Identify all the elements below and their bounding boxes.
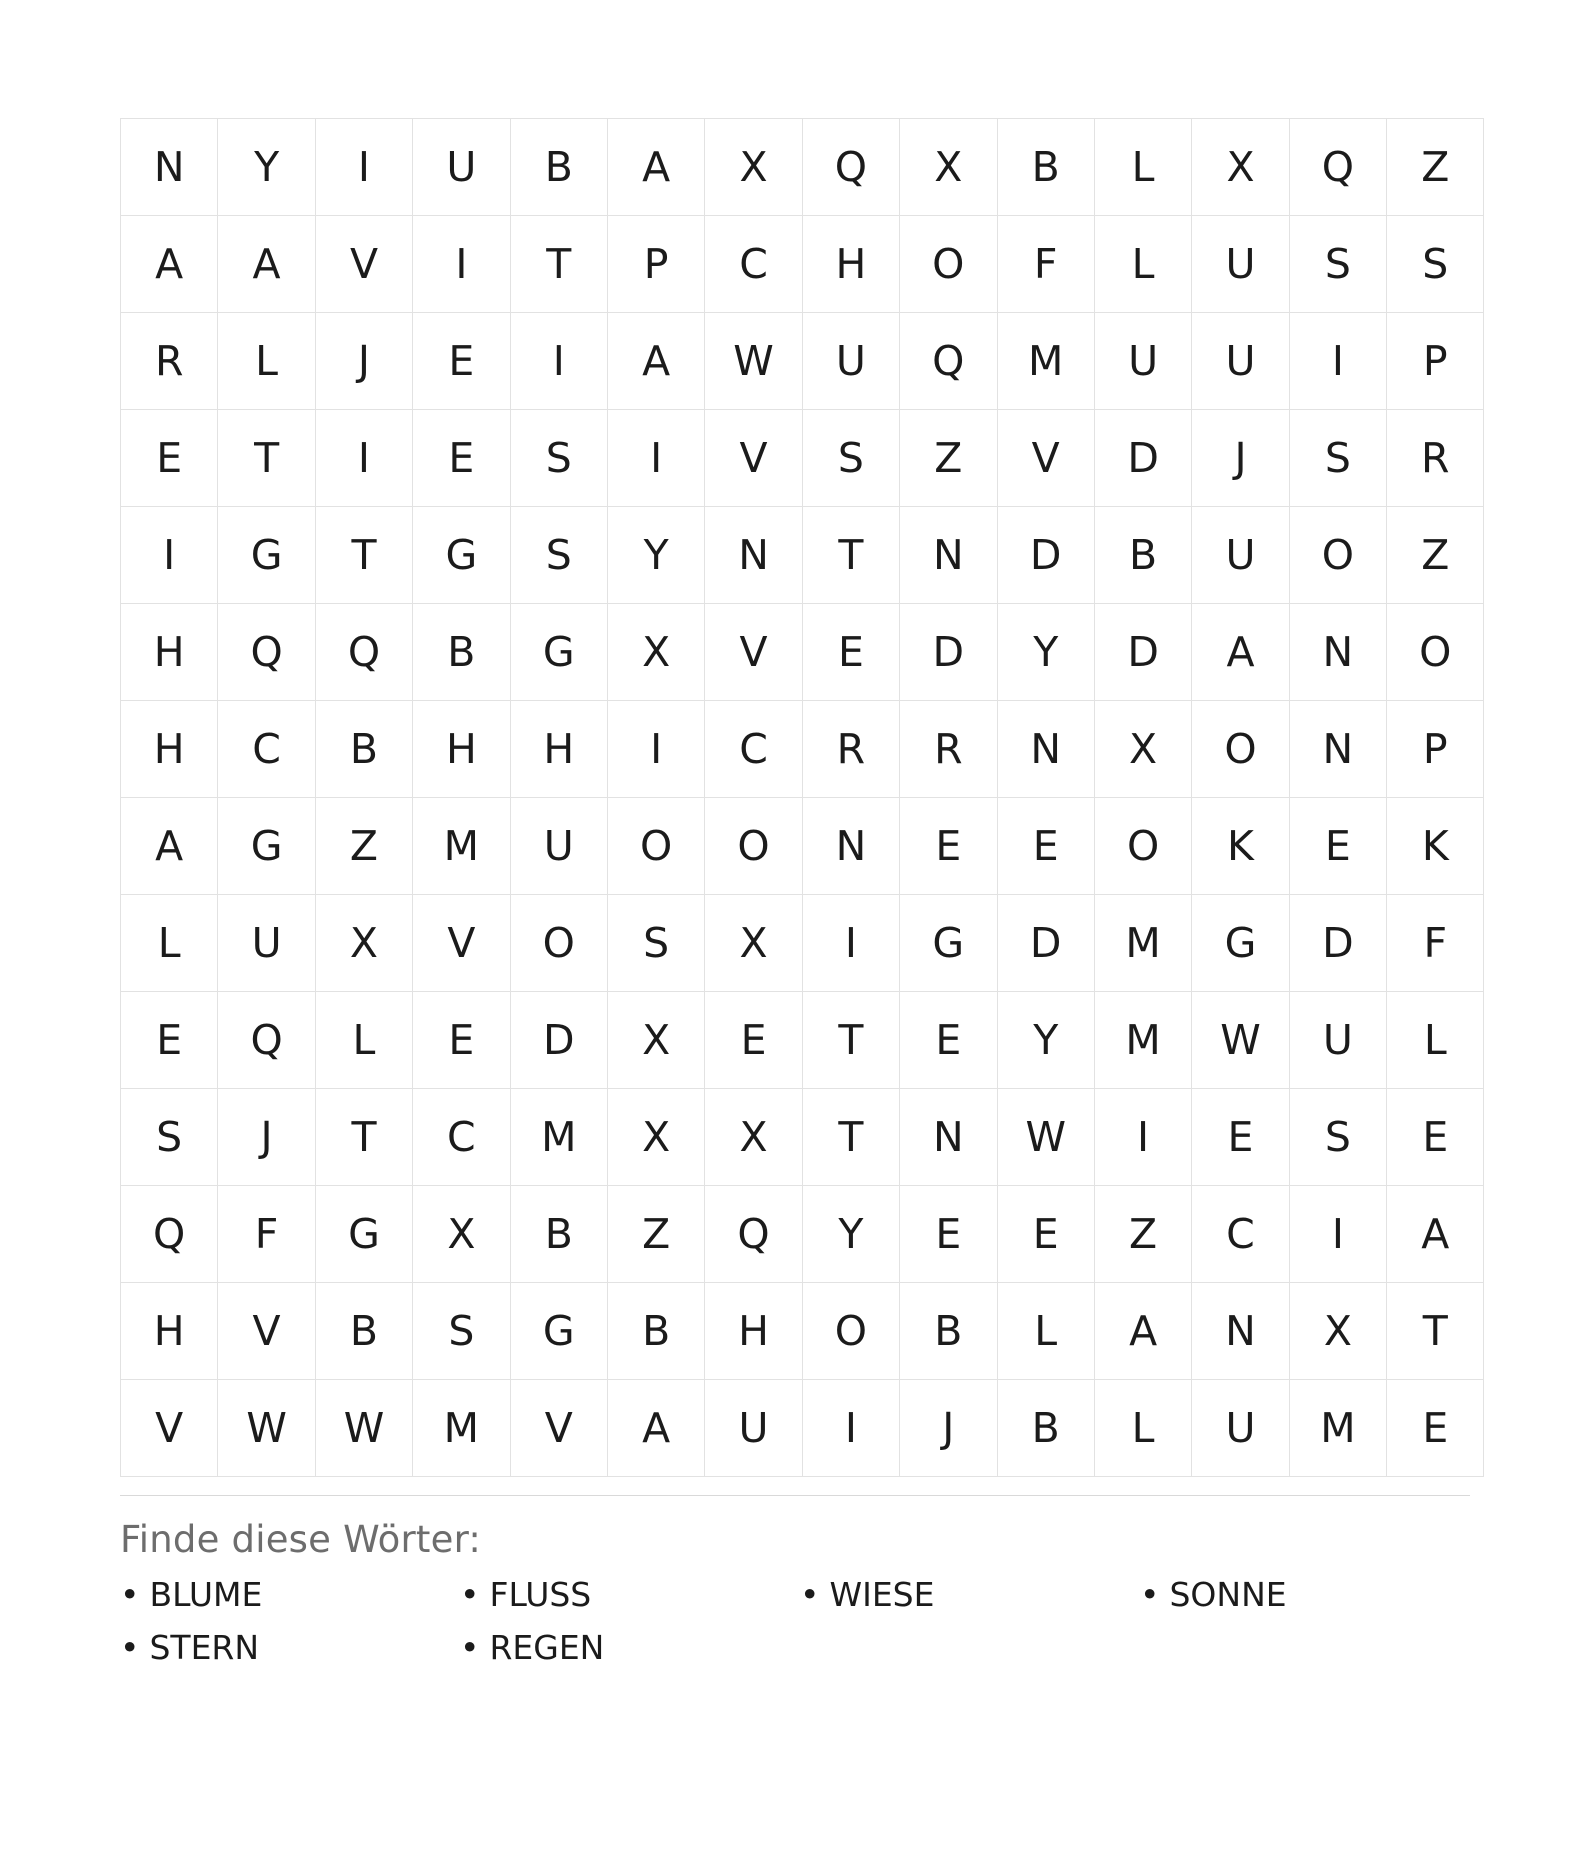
grid-row xyxy=(121,1380,1484,1477)
grid-cell: G xyxy=(218,507,315,604)
grid-cell: I xyxy=(607,410,704,507)
grid-cell: O xyxy=(1094,798,1191,895)
grid-cell: D xyxy=(997,895,1094,992)
grid-cell: A xyxy=(1192,604,1289,701)
grid-cell: V xyxy=(413,895,510,992)
grid-cell: M xyxy=(413,1380,510,1477)
grid-cell: X xyxy=(705,1089,802,1186)
grid-cell: H xyxy=(413,701,510,798)
grid-cell: N xyxy=(1289,604,1386,701)
grid-cell: H xyxy=(121,1283,218,1380)
grid-cell: X xyxy=(413,1186,510,1283)
grid-cell: I xyxy=(802,1380,899,1477)
grid-cell: B xyxy=(315,701,412,798)
bullet-icon: • xyxy=(120,1575,140,1614)
grid-cell: I xyxy=(1289,1186,1386,1283)
grid-cell: L xyxy=(218,313,315,410)
grid-cell: N xyxy=(900,1089,997,1186)
grid-cell: O xyxy=(510,895,607,992)
grid-cell: E xyxy=(997,1186,1094,1283)
grid-cell: U xyxy=(1192,216,1289,313)
grid-cell: V xyxy=(218,1283,315,1380)
grid-cell: N xyxy=(1289,701,1386,798)
grid-cell: E xyxy=(1387,1380,1484,1477)
grid-cell: O xyxy=(607,798,704,895)
grid-cell: W xyxy=(218,1380,315,1477)
grid-cell: N xyxy=(121,119,218,216)
grid-cell: M xyxy=(510,1089,607,1186)
grid-cell: E xyxy=(1192,1089,1289,1186)
grid-cell: T xyxy=(218,410,315,507)
grid-cell: V xyxy=(705,604,802,701)
grid-cell: S xyxy=(413,1283,510,1380)
list-item xyxy=(460,1575,800,1614)
grid-cell: O xyxy=(705,798,802,895)
grid-cell: Q xyxy=(802,119,899,216)
grid-cell: L xyxy=(1094,119,1191,216)
grid-cell: M xyxy=(1289,1380,1386,1477)
grid-cell: U xyxy=(705,1380,802,1477)
grid-cell: E xyxy=(802,604,899,701)
grid-cell: X xyxy=(705,895,802,992)
grid-cell: A xyxy=(607,313,704,410)
grid-cell: I xyxy=(315,119,412,216)
grid-cell: E xyxy=(413,313,510,410)
grid-cell: S xyxy=(802,410,899,507)
grid-cell: D xyxy=(1094,604,1191,701)
grid-cell: Q xyxy=(218,604,315,701)
grid-cell: U xyxy=(218,895,315,992)
grid-cell: X xyxy=(1094,701,1191,798)
grid-cell: V xyxy=(315,216,412,313)
grid-cell: X xyxy=(315,895,412,992)
clue-word: SONNE xyxy=(1169,1575,1287,1614)
grid-cell: Z xyxy=(1387,119,1484,216)
grid-cell: P xyxy=(1387,313,1484,410)
grid-cell: W xyxy=(997,1089,1094,1186)
grid-cell: V xyxy=(997,410,1094,507)
clue-word: FLUSS xyxy=(489,1575,592,1614)
grid-cell: G xyxy=(1192,895,1289,992)
grid-cell: F xyxy=(997,216,1094,313)
grid-cell: X xyxy=(607,604,704,701)
grid-cell: E xyxy=(1289,798,1386,895)
grid-row xyxy=(121,604,1484,701)
grid-cell: O xyxy=(802,1283,899,1380)
grid-cell: Q xyxy=(705,1186,802,1283)
grid-cell: Z xyxy=(900,410,997,507)
clue-word: STERN xyxy=(149,1628,260,1667)
grid-cell: E xyxy=(705,992,802,1089)
grid-cell: D xyxy=(900,604,997,701)
grid-cell: L xyxy=(1094,1380,1191,1477)
grid-cell: Z xyxy=(1094,1186,1191,1283)
grid-cell: S xyxy=(1289,1089,1386,1186)
grid-cell: K xyxy=(1192,798,1289,895)
grid-cell: F xyxy=(1387,895,1484,992)
grid-row xyxy=(121,1283,1484,1380)
grid-cell: S xyxy=(1289,216,1386,313)
grid-cell: Z xyxy=(607,1186,704,1283)
grid-cell: I xyxy=(607,701,704,798)
grid-cell: X xyxy=(1289,1283,1386,1380)
grid-cell: O xyxy=(900,216,997,313)
grid-cell: O xyxy=(1192,701,1289,798)
grid-cell: A xyxy=(1387,1186,1484,1283)
grid-cell: X xyxy=(607,992,704,1089)
grid-cell: I xyxy=(1289,313,1386,410)
grid-cell: E xyxy=(900,798,997,895)
grid-cell: D xyxy=(997,507,1094,604)
grid-cell: Y xyxy=(802,1186,899,1283)
grid-cell: A xyxy=(607,119,704,216)
grid-row xyxy=(121,992,1484,1089)
grid-row xyxy=(121,895,1484,992)
grid-cell: B xyxy=(510,1186,607,1283)
grid-cell: T xyxy=(510,216,607,313)
grid-cell: V xyxy=(705,410,802,507)
grid-cell: I xyxy=(121,507,218,604)
grid-row xyxy=(121,507,1484,604)
grid-cell: X xyxy=(1192,119,1289,216)
grid-cell: M xyxy=(997,313,1094,410)
grid-cell: G xyxy=(510,604,607,701)
grid-cell: P xyxy=(607,216,704,313)
grid-cell: L xyxy=(315,992,412,1089)
grid-cell: I xyxy=(315,410,412,507)
grid-cell: O xyxy=(1289,507,1386,604)
list-item xyxy=(800,1575,1140,1614)
grid-cell: S xyxy=(607,895,704,992)
grid-cell: W xyxy=(315,1380,412,1477)
clue-word: REGEN xyxy=(489,1628,605,1667)
grid-cell: U xyxy=(802,313,899,410)
grid-cell: O xyxy=(1387,604,1484,701)
grid-cell: X xyxy=(607,1089,704,1186)
grid-row xyxy=(121,1186,1484,1283)
grid-cell: D xyxy=(1094,410,1191,507)
grid-row xyxy=(121,313,1484,410)
grid-cell: H xyxy=(705,1283,802,1380)
grid-cell: U xyxy=(1192,507,1289,604)
grid-cell: E xyxy=(900,1186,997,1283)
grid-cell: E xyxy=(900,992,997,1089)
grid-cell: I xyxy=(510,313,607,410)
grid-cell: G xyxy=(900,895,997,992)
grid-cell: S xyxy=(121,1089,218,1186)
grid-cell: M xyxy=(1094,895,1191,992)
grid-cell: A xyxy=(121,216,218,313)
grid-cell: M xyxy=(1094,992,1191,1089)
bullet-icon: • xyxy=(460,1628,480,1667)
grid-cell: T xyxy=(1387,1283,1484,1380)
grid-cell: C xyxy=(218,701,315,798)
grid-cell: I xyxy=(1094,1089,1191,1186)
grid-cell: E xyxy=(413,410,510,507)
grid-cell: T xyxy=(315,507,412,604)
list-item xyxy=(120,1628,460,1667)
grid-cell: A xyxy=(121,798,218,895)
grid-cell: Y xyxy=(607,507,704,604)
grid-cell: G xyxy=(218,798,315,895)
grid-cell: R xyxy=(900,701,997,798)
grid-cell: U xyxy=(1289,992,1386,1089)
clue-list-heading: Finde diese Wörter: xyxy=(120,1518,482,1561)
grid-cell: G xyxy=(315,1186,412,1283)
list-item xyxy=(120,1575,460,1614)
grid-cell: R xyxy=(802,701,899,798)
grid-cell: L xyxy=(1387,992,1484,1089)
grid-cell: I xyxy=(413,216,510,313)
grid-cell: Q xyxy=(1289,119,1386,216)
grid-cell: E xyxy=(413,992,510,1089)
grid-cell: J xyxy=(315,313,412,410)
grid-row xyxy=(121,410,1484,507)
grid-cell: W xyxy=(1192,992,1289,1089)
grid-cell: S xyxy=(510,410,607,507)
bullet-icon: • xyxy=(460,1575,480,1614)
grid-cell: G xyxy=(510,1283,607,1380)
grid-cell: B xyxy=(1094,507,1191,604)
grid-cell: E xyxy=(1387,1089,1484,1186)
grid-cell: T xyxy=(802,992,899,1089)
grid-cell: C xyxy=(413,1089,510,1186)
grid-cell: F xyxy=(218,1186,315,1283)
grid-cell: Y xyxy=(997,604,1094,701)
letter-grid xyxy=(120,118,1484,1477)
grid-cell: J xyxy=(1192,410,1289,507)
list-item xyxy=(460,1628,800,1667)
grid-cell: Q xyxy=(315,604,412,701)
grid-cell: I xyxy=(802,895,899,992)
grid-cell: A xyxy=(218,216,315,313)
grid-cell: D xyxy=(510,992,607,1089)
list-item xyxy=(1140,1575,1480,1614)
grid-row xyxy=(121,798,1484,895)
grid-cell: X xyxy=(705,119,802,216)
clue-word: WIESE xyxy=(829,1575,935,1614)
grid-cell: L xyxy=(1094,216,1191,313)
grid-cell: U xyxy=(1192,1380,1289,1477)
grid-cell: T xyxy=(802,1089,899,1186)
grid-cell: R xyxy=(1387,410,1484,507)
grid-cell: Z xyxy=(1387,507,1484,604)
grid-cell: Q xyxy=(121,1186,218,1283)
grid-cell: Y xyxy=(218,119,315,216)
grid-cell: V xyxy=(510,1380,607,1477)
grid-cell: B xyxy=(510,119,607,216)
grid-cell: D xyxy=(1289,895,1386,992)
grid-cell: H xyxy=(121,604,218,701)
grid-cell: E xyxy=(121,992,218,1089)
grid-cell: R xyxy=(121,313,218,410)
grid-cell: N xyxy=(1192,1283,1289,1380)
grid-row xyxy=(121,701,1484,798)
grid-cell: S xyxy=(1289,410,1386,507)
grid-cell: E xyxy=(121,410,218,507)
letter-grid-body xyxy=(121,119,1484,1477)
grid-cell: B xyxy=(997,119,1094,216)
bullet-icon: • xyxy=(800,1575,820,1614)
grid-cell: J xyxy=(900,1380,997,1477)
grid-cell: H xyxy=(121,701,218,798)
grid-cell: Q xyxy=(900,313,997,410)
grid-cell: T xyxy=(802,507,899,604)
grid-cell: G xyxy=(413,507,510,604)
bullet-icon: • xyxy=(1140,1575,1160,1614)
grid-cell: N xyxy=(900,507,997,604)
grid-cell: K xyxy=(1387,798,1484,895)
grid-cell: T xyxy=(315,1089,412,1186)
grid-cell: U xyxy=(413,119,510,216)
grid-cell: P xyxy=(1387,701,1484,798)
grid-cell: B xyxy=(607,1283,704,1380)
grid-cell: N xyxy=(997,701,1094,798)
grid-cell: A xyxy=(607,1380,704,1477)
grid-cell: V xyxy=(121,1380,218,1477)
grid-cell: C xyxy=(705,701,802,798)
grid-cell: Z xyxy=(315,798,412,895)
grid-cell: U xyxy=(510,798,607,895)
section-divider xyxy=(120,1495,1470,1496)
grid-cell: Y xyxy=(997,992,1094,1089)
grid-cell: S xyxy=(510,507,607,604)
word-search-page xyxy=(120,118,1470,1667)
grid-cell: Q xyxy=(218,992,315,1089)
grid-cell: C xyxy=(1192,1186,1289,1283)
grid-cell: U xyxy=(1094,313,1191,410)
grid-cell: S xyxy=(1387,216,1484,313)
grid-cell: A xyxy=(1094,1283,1191,1380)
grid-cell: L xyxy=(121,895,218,992)
grid-row xyxy=(121,1089,1484,1186)
clue-word-list xyxy=(120,1575,1470,1667)
grid-cell: U xyxy=(1192,313,1289,410)
grid-cell: H xyxy=(510,701,607,798)
grid-cell: H xyxy=(802,216,899,313)
grid-cell: C xyxy=(705,216,802,313)
grid-cell: E xyxy=(997,798,1094,895)
grid-row xyxy=(121,216,1484,313)
grid-cell: J xyxy=(218,1089,315,1186)
grid-cell: B xyxy=(413,604,510,701)
grid-cell: B xyxy=(997,1380,1094,1477)
grid-cell: B xyxy=(900,1283,997,1380)
bullet-icon: • xyxy=(120,1628,140,1667)
clue-word: BLUME xyxy=(149,1575,263,1614)
grid-cell: W xyxy=(705,313,802,410)
grid-cell: X xyxy=(900,119,997,216)
grid-cell: L xyxy=(997,1283,1094,1380)
grid-cell: M xyxy=(413,798,510,895)
grid-cell: N xyxy=(802,798,899,895)
grid-row xyxy=(121,119,1484,216)
grid-cell: N xyxy=(705,507,802,604)
grid-cell: B xyxy=(315,1283,412,1380)
